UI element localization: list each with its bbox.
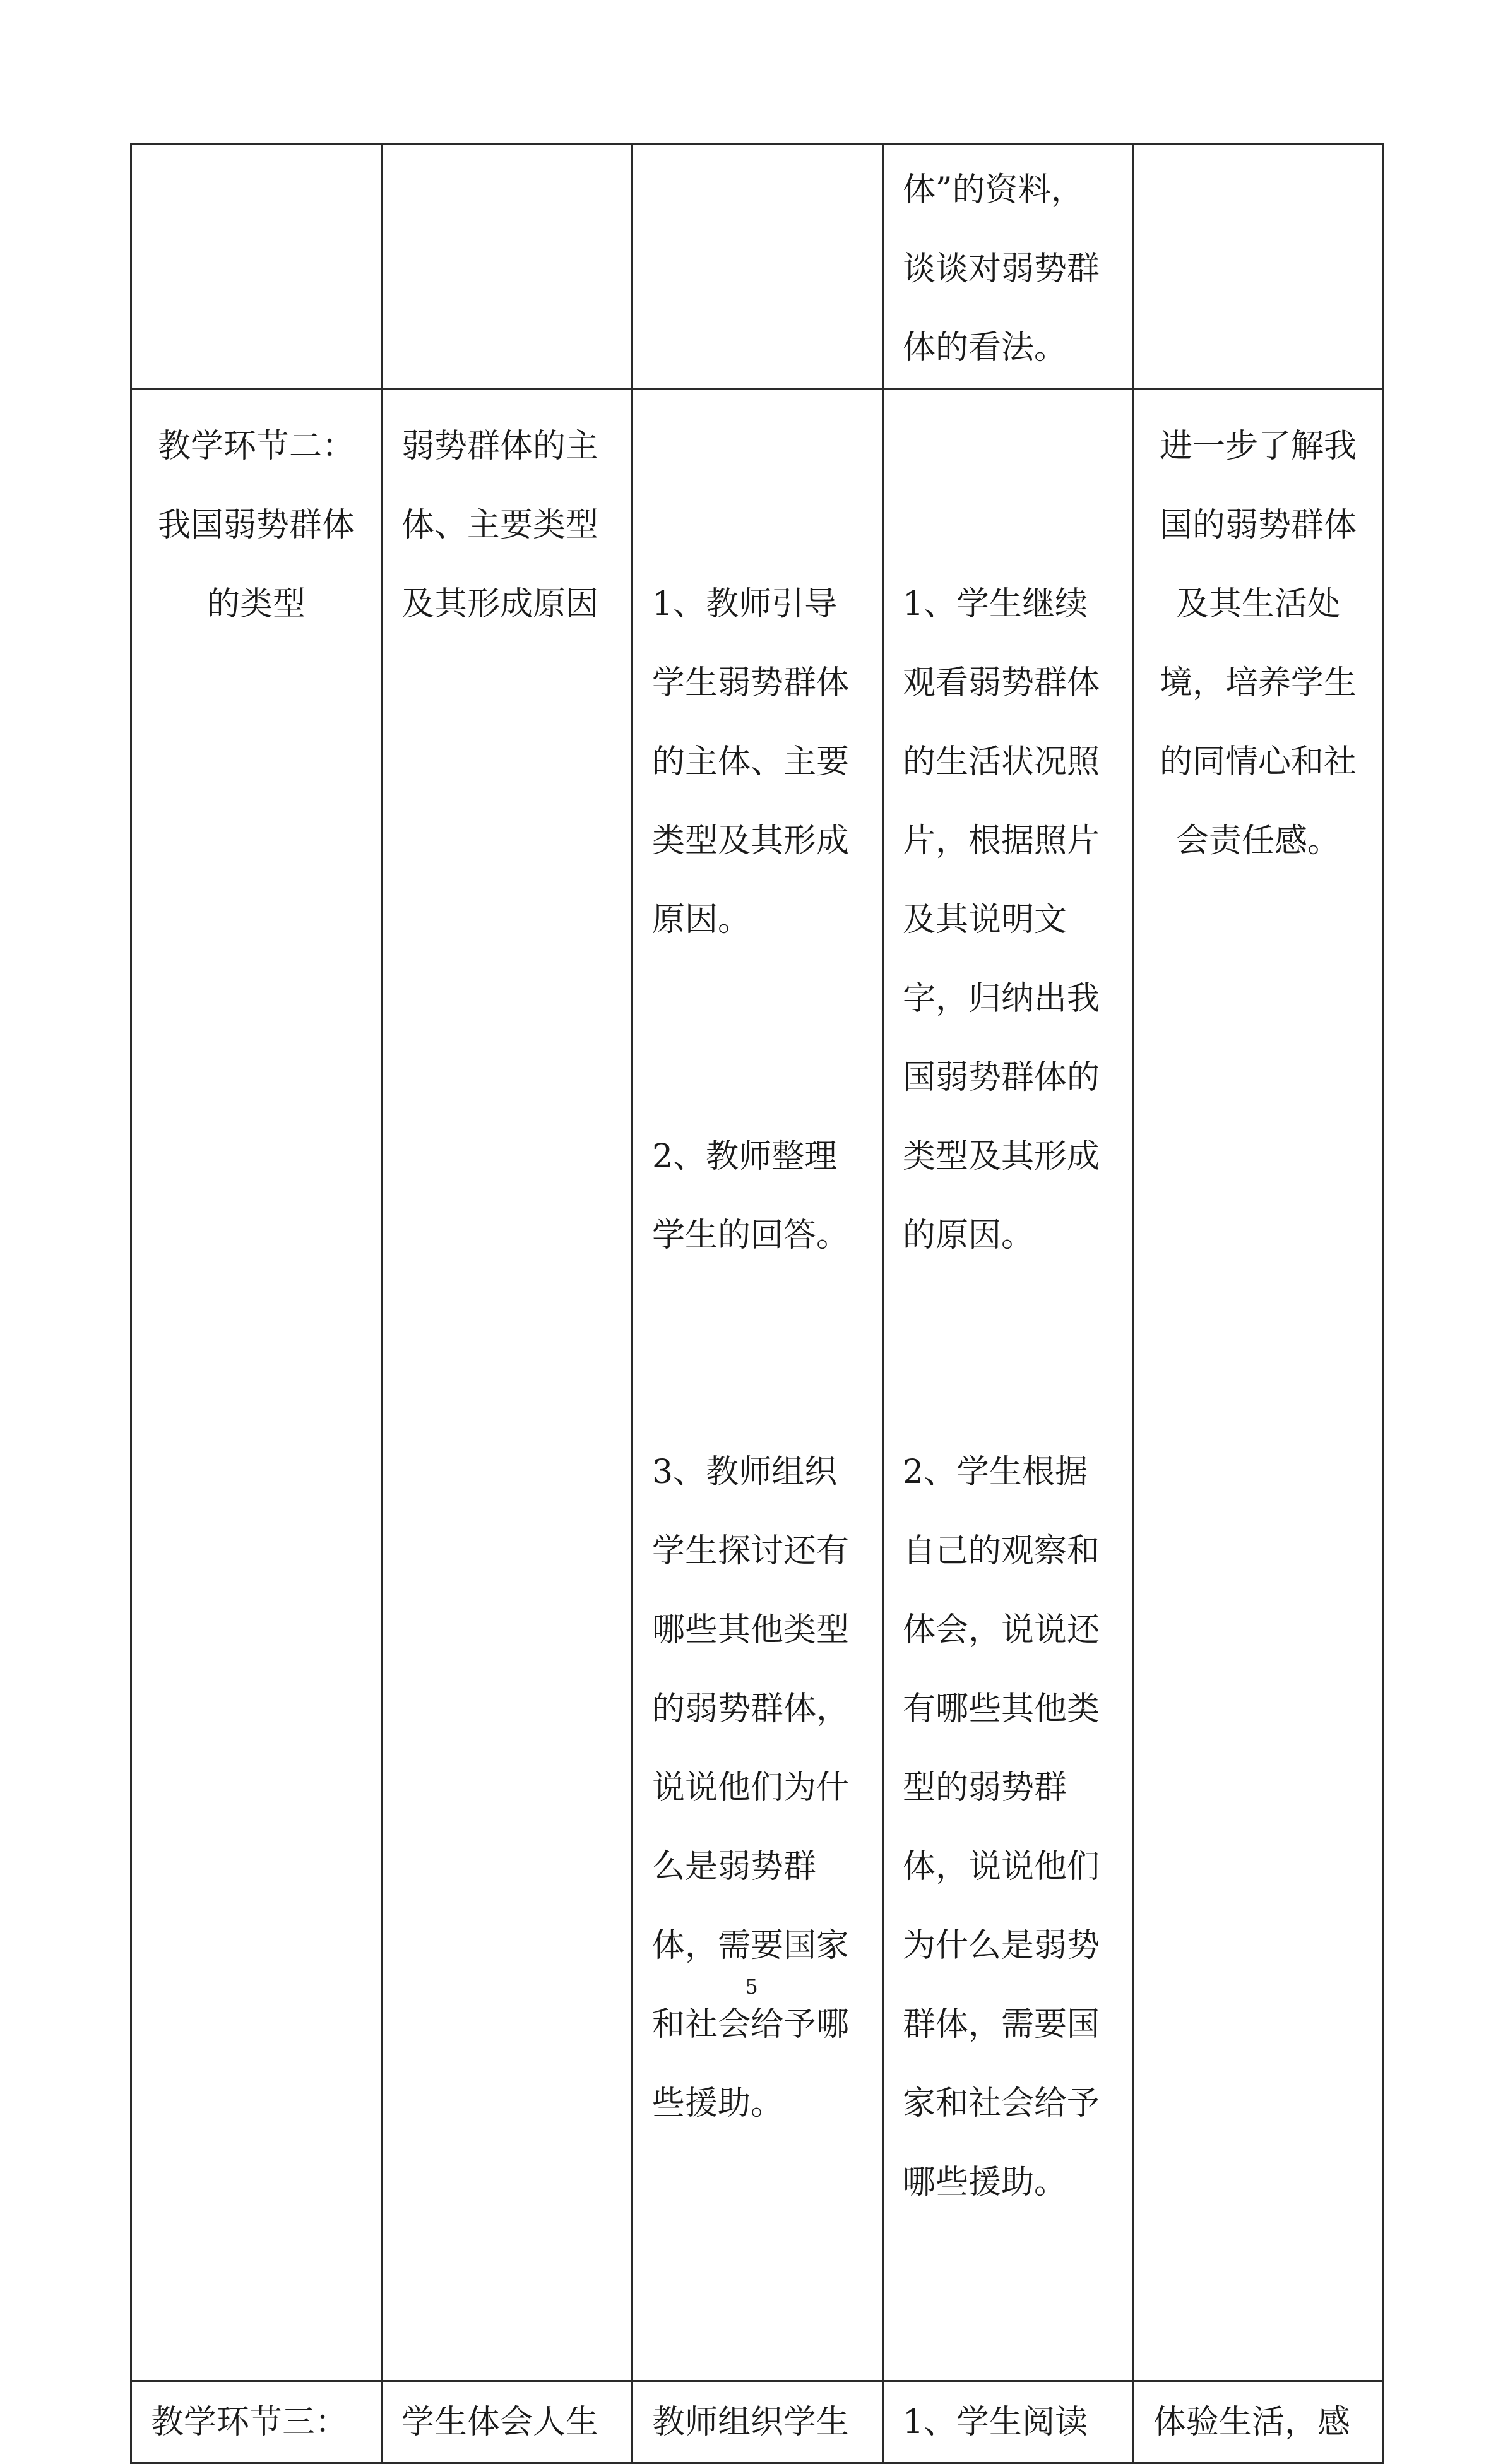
table-cell — [633, 2381, 883, 2463]
table-cell — [382, 144, 633, 389]
teacher-activity-text: 教师组织学生 — [652, 2403, 850, 2441]
cell-text — [1134, 145, 1382, 162]
table-row — [131, 144, 1383, 389]
student-activity-text: 1、学生阅读 — [903, 2403, 1088, 2441]
table-row — [131, 389, 1383, 2381]
table-cell — [883, 144, 1134, 389]
table-cell — [1134, 389, 1383, 2381]
table-cell — [883, 389, 1134, 2381]
teacher-activity-item: 3、教师组织 学生探讨还有 哪些其他类型 的弱势群体， 说说他们为什 么是弱势群 体，需要国家 和社会给予哪 些援助。 — [652, 1453, 850, 2122]
student-activity-text — [884, 390, 1132, 2380]
table-cell — [382, 389, 633, 2381]
table-cell — [633, 144, 883, 389]
teacher-activity-item: 1、教师引导 学生弱势群体 的主体、主要 类型及其形成 原因。 — [652, 585, 850, 939]
table-row — [131, 2381, 1383, 2463]
table-cell — [382, 2381, 633, 2463]
table-cell — [1134, 2381, 1383, 2463]
teaching-content-text: 弱势群体的主 体、主要类型 及其形成原因 — [401, 427, 599, 623]
table-cell — [1134, 144, 1383, 389]
student-activity-item: 1、学生继续 观看弱势群体 的生活状况照 片，根据照片 及其说明文 字，归纳出我 国弱势群体的 类型及其形成 的原因。 — [903, 585, 1100, 1254]
table-cell — [883, 2381, 1134, 2463]
cell-text — [633, 145, 882, 162]
design-intent-text: 体验生活，感 — [1153, 2403, 1351, 2441]
teacher-activity-text — [633, 390, 882, 2301]
page-number: 5 — [745, 1975, 758, 1999]
table-cell — [131, 144, 382, 389]
teaching-stage-text: 教学环节三： — [151, 2403, 348, 2441]
table-cell — [633, 389, 883, 2381]
lesson-plan-table — [130, 143, 1384, 2464]
teacher-activity-item: 2、教师整理 学生的回答。 — [652, 1138, 850, 1254]
table-cell — [131, 2381, 382, 2463]
teaching-content-text: 学生体会人生 — [401, 2403, 599, 2441]
cell-text — [132, 145, 381, 162]
teaching-stage-text: 教学环节二： 我国弱势群体 的类型 — [157, 427, 355, 623]
student-activity-item: 2、学生根据 自己的观察和 体会，说说还 有哪些其他类 型的弱势群 体，说说他们 为什么是弱势 群体，需要国 家和社会给予 哪些援助。 — [903, 1453, 1100, 2201]
student-activity-text: 体”的资料， 谈谈对弱势群 体的看法。 — [903, 171, 1100, 367]
table-cell — [131, 389, 382, 2381]
cell-text — [383, 145, 631, 162]
design-intent-text: 进一步了解我 国的弱势群体 及其生活处 境，培养学生 的同情心和社 会责任感。 — [1159, 427, 1357, 860]
